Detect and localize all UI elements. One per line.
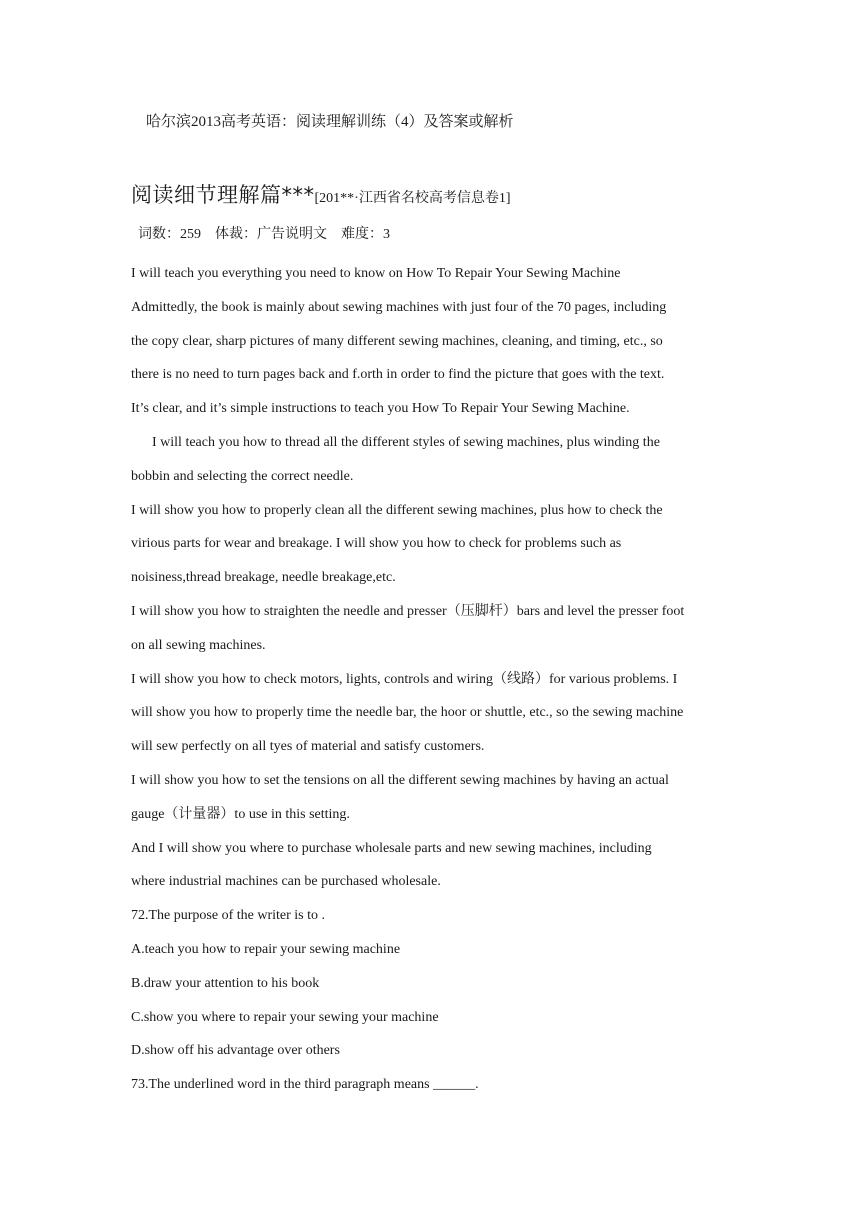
text-line: gauge（计量器）to use in this setting. (131, 806, 350, 822)
text-line: I will show you how to check motors, lights, controls and wiring（线路）for various problems. I (131, 671, 678, 687)
section-source: [201**·江西省名校高考信息卷1] (314, 191, 511, 206)
passage-body (131, 257, 741, 1102)
text-line: C.show you where to repair your sewing your machine (131, 1009, 439, 1025)
text-line: virious parts for wear and breakage. I will show you how to check for problems such as (131, 536, 622, 552)
text-line: noisiness,thread breakage, needle breakage,etc. (131, 570, 396, 586)
text-line: where industrial machines can be purchased wholesale. (131, 874, 441, 890)
text-line: on all sewing machines. (131, 637, 266, 653)
text-line: I will teach you how to thread all the different styles of sewing machines, plus winding the (152, 434, 660, 450)
text-line: It’s clear, and it’s simple instructions to teach you How To Repair Your Sewing Machine. (131, 401, 630, 417)
document-title: 哈尔滨2013高考英语：阅读理解训练（4）及答案或解析 (146, 114, 514, 130)
text-line: A.teach you how to repair your sewing machine (131, 941, 401, 957)
text-line: 73.The underlined word in the third paragraph means ______. (131, 1077, 479, 1093)
text-line: will show you how to properly time the needle bar, the hoor or shuttle, etc., so the sewing machine (131, 705, 684, 721)
text-line: I will show you how to properly clean all the different sewing machines, plus how to check the (131, 502, 663, 518)
text-line: B.draw your attention to his book (131, 975, 320, 991)
section-heading-text: 阅读细节理解篇*** (131, 183, 315, 207)
text-line: I will teach you everything you need to know on How To Repair Your Sewing Machine (131, 266, 621, 281)
text-line: there is no need to turn pages back and f.orth in order to find the picture that goes with the text. (131, 367, 665, 383)
section-heading (131, 180, 511, 214)
text-line: Admittedly, the book is mainly about sewing machines with just four of the 70 pages, including (131, 299, 667, 315)
passage-meta: 词数：259 体裁：广告说明文 难度：3 (138, 227, 390, 242)
text-line: 72.The purpose of the writer is to . (131, 908, 326, 924)
text-line: I will show you how to set the tensions on all the different sewing machines by having an actual (131, 772, 669, 788)
text-line: D.show off his advantage over others (131, 1043, 340, 1059)
text-line: I will show you how to straighten the needle and presser（压脚杆）bars and level the presser foot (131, 603, 685, 619)
text-line: will sew perfectly on all tyes of material and satisfy customers. (131, 739, 485, 755)
text-line: bobbin and selecting the correct needle. (131, 468, 354, 484)
text-line: the copy clear, sharp pictures of many different sewing machines, cleaning, and timing, etc., so (131, 333, 663, 349)
text-line: And I will show you where to purchase wholesale parts and new sewing machines, including (131, 840, 652, 856)
